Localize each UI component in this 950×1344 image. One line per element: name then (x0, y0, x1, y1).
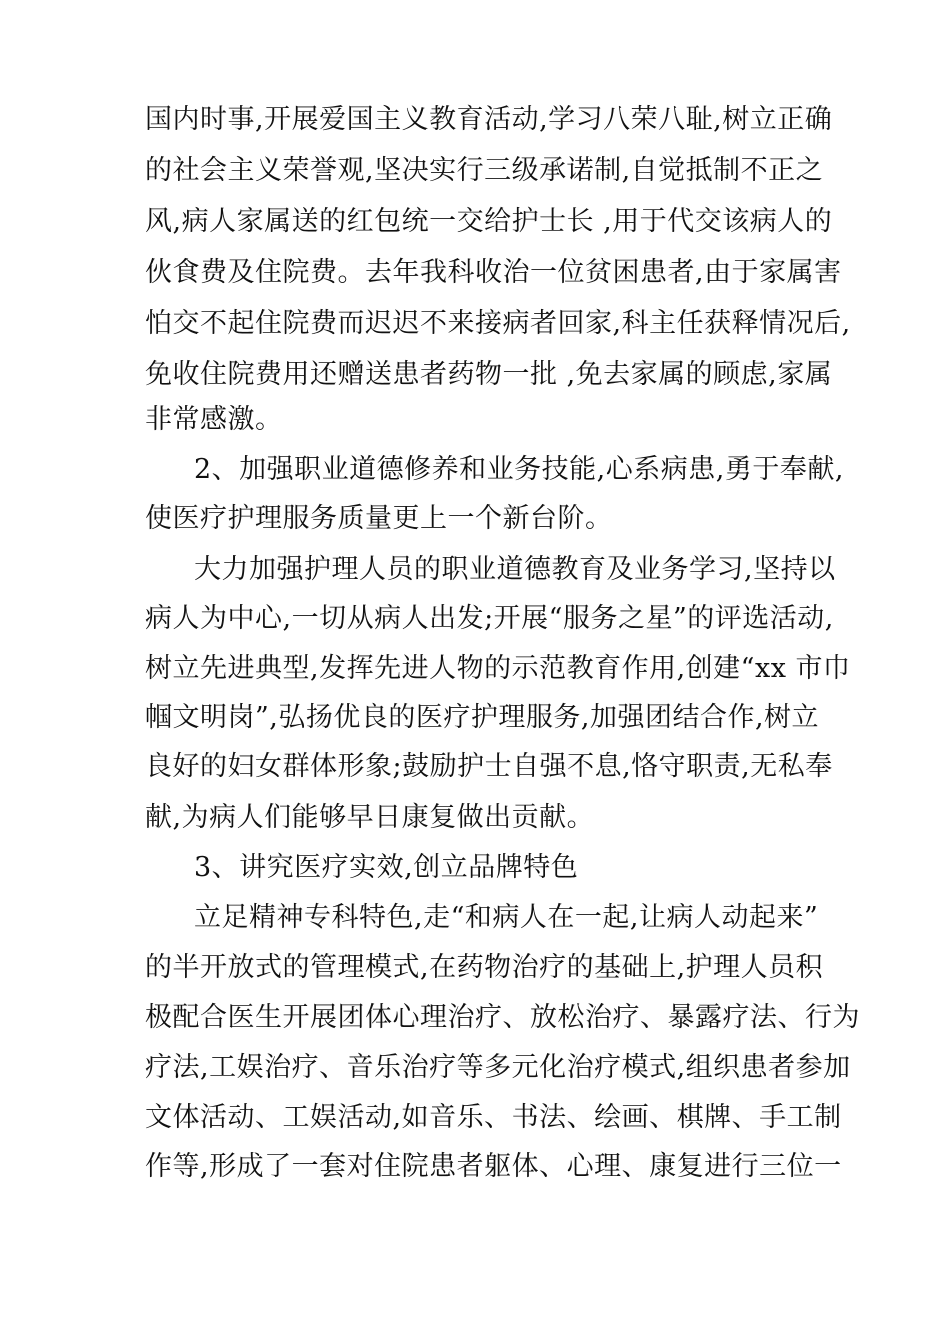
text-line: 非常感激。 (145, 404, 283, 435)
text-line: 伙食费及住院费。去年我科收治一位贫困患者,由于家属害 (145, 257, 842, 288)
text-line: 病人为中心,一切从病人出发;开展“服务之星”的评选活动, (145, 603, 834, 634)
paragraph-start: 大力加强护理人员的职业道德教育及业务学习,坚持以 (194, 554, 836, 585)
paragraph-start: 立足精神专科特色,走“和病人在一起,让病人动起来” (194, 902, 819, 933)
text-line: 帼文明岗”,弘扬优良的医疗护理服务,加强团结合作,树立 (145, 702, 820, 733)
section-heading-2: 2、加强职业道德修养和业务技能,心系病患,勇于奉献, (194, 454, 844, 485)
text-line: 疗法,工娱治疗、音乐治疗等多元化治疗模式,组织患者参加 (145, 1052, 851, 1083)
text-line: 风,病人家属送的红包统一交给护士长 ,用于代交该病人的 (145, 206, 833, 237)
text-line: 使医疗护理服务质量更上一个新台阶。 (145, 503, 613, 534)
text-line: 树立先进典型,发挥先进人物的示范教育作用,创建“xx 市巾 (145, 653, 851, 684)
text-line: 的社会主义荣誉观,坚决实行三级承诺制,自觉抵制不正之 (145, 155, 824, 186)
text-line: 献,为病人们能够早日康复做出贡献。 (145, 802, 595, 833)
text-line: 文体活动、工娱活动,如音乐、书法、绘画、棋牌、手工制 (145, 1102, 842, 1133)
section-heading-3: 3、讲究医疗实效,创立品牌特色 (194, 852, 579, 883)
text-line: 怕交不起住院费而迟迟不来接病者回家,科主任获释情况后, (145, 308, 851, 339)
text-line: 国内时事,开展爱国主义教育活动,学习八荣八耻,树立正确 (145, 104, 833, 135)
text-line: 免收住院费用还赠送患者药物一批 ,免去家属的顾虑,家属 (145, 359, 833, 390)
text-line: 良好的妇女群体形象;鼓励护士自强不息,恪守职责,无私奉 (145, 751, 833, 782)
text-line: 作等,形成了一套对住院患者躯体、心理、康复进行三位一 (145, 1151, 842, 1182)
text-line: 极配合医生开展团体心理治疗、放松治疗、暴露疗法、行为 (145, 1002, 860, 1033)
text-line: 的半开放式的管理模式,在药物治疗的基础上,护理人员积 (145, 952, 824, 983)
